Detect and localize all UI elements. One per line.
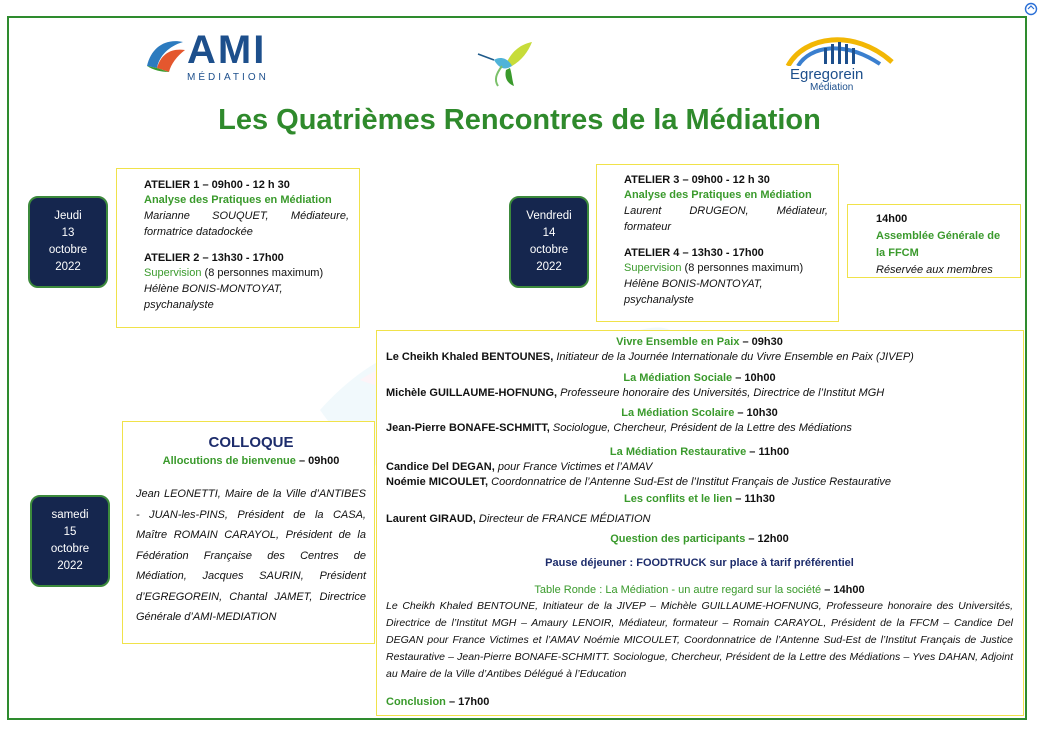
- ami-logo-icon: [143, 34, 189, 76]
- ag-title-line2: la FFCM: [876, 247, 919, 259]
- conclusion-title: Conclusion: [386, 696, 446, 708]
- ag-time: 14h00: [876, 213, 908, 225]
- section-title: Vivre Ensemble en Paix: [616, 336, 740, 348]
- ag-title-line1: Assemblée Générale de: [876, 230, 1001, 242]
- conclusion-time: – 17h00: [445, 696, 490, 708]
- program-speaker-3: [386, 421, 1013, 436]
- atelier-2-topic: Supervision: [144, 267, 202, 279]
- section-time: – 11h00: [746, 446, 790, 458]
- roundtable-time: – 14h00: [821, 584, 865, 596]
- day-badge-thursday: [28, 196, 108, 288]
- roundtable-speakers: Le Cheikh Khaled BENTOUNE, Initiateur de la JIVEP – Michèle GUILLAUME-HOFNUNG, Professeure honoraire des Universités, Directrice de l’Institut MGH – Amaury LENOIR, Médiateur, formateur – Romain CARAYOL, Président de la FFCM – Candice Del DEGAN pour France Victimes et l’AMAV Noémie MICOULET, Coordonnatrice de l’Antenne Sud-Est de l’Institut Français de Justice Restaurative – Jean-Pierre BONAFE-SCHMITT. Sociologue, Chercheur, Président de la Lettre des Médiations – Yves DAHAN, Adjoint au Maire de la Ville d’Antibes Délégué à l’Education: [386, 600, 1013, 680]
- section-time: – 11h30: [732, 493, 776, 505]
- colloque-speakers: Jean LEONETTI, Maire de la Ville d’ANTIBES - JUAN-les-PINS, Président de la CASA, Maître ROMAIN CARAYOL, Président de la Fédération Française des Centres de Médiation, Jacques SAURIN, Président d’EGREGOREIN, Chantal JAMET, Directrice Générale d’AMI-MEDIATION: [136, 488, 366, 623]
- section-title: La Médiation Scolaire: [621, 407, 735, 419]
- day-label: samedi: [51, 509, 89, 521]
- speaker-name: Le Cheikh Khaled BENTOUNES,: [386, 351, 554, 363]
- atelier-4-note: (8 personnes maximum): [681, 262, 804, 274]
- speaker-role: Initiateur de la Journée Internationale du Vivre Ensemble en Paix (JIVEP): [553, 351, 914, 363]
- ami-logo-subtext: MÉDIATION: [187, 72, 269, 83]
- egregorein-logo-text: Egregorein: [790, 66, 864, 83]
- ag-note: Réservée aux membres: [876, 264, 993, 276]
- day-number: 14: [542, 227, 556, 239]
- section-title: Les conflits et le lien: [623, 493, 733, 505]
- day-year: 2022: [55, 261, 81, 273]
- program-section-3: [386, 406, 1013, 421]
- day-label: Vendredi: [526, 210, 572, 222]
- day-label: Jeudi: [54, 210, 82, 222]
- atelier-3-heading: ATELIER 3 – 09h00 - 12 h 30: [624, 174, 770, 186]
- colloque-welcome: Allocutions de bienvenue: [162, 455, 296, 467]
- egregorein-arch-icon: [784, 32, 896, 66]
- expand-icon[interactable]: [1024, 2, 1038, 16]
- day-badge-saturday: [30, 495, 110, 587]
- assemblee-generale-box: [847, 204, 1021, 278]
- atelier-2-speaker: Hélène BONIS-MONTOYAT, psychanalyste: [144, 283, 283, 311]
- program-speaker-2: [386, 386, 1013, 401]
- colloque-heading: COLLOQUE: [208, 434, 294, 451]
- atelier-4-topic: Supervision: [624, 262, 682, 274]
- program-box: [376, 330, 1024, 716]
- program-speaker-5: [386, 512, 1013, 527]
- section-time: – 10h00: [732, 372, 776, 384]
- speaker-role: pour France Victimes et l’AMAV: [494, 461, 653, 473]
- egregorein-logo-subtext: Médiation: [810, 82, 854, 93]
- hummingbird-logo-icon: [476, 40, 536, 88]
- program-section-5: [386, 492, 1013, 507]
- day-number: 13: [61, 227, 75, 239]
- section-title: La Médiation Restaurative: [609, 446, 747, 458]
- ami-logo-text: AMI: [187, 28, 267, 72]
- speaker-name: Candice Del DEGAN,: [386, 461, 495, 473]
- day-year: 2022: [536, 261, 562, 273]
- speaker-role: Directeur de FRANCE MÉDIATION: [475, 513, 651, 525]
- program-lunch: Pause déjeuner : FOODTRUCK sur place à tarif préférentiel: [545, 557, 854, 569]
- page-title: Les Quatrièmes Rencontres de la Médiation: [218, 104, 821, 136]
- program-section-4: [386, 445, 1013, 460]
- atelier-2-note: (8 personnes maximum): [201, 267, 324, 279]
- program-section-1: [386, 335, 1013, 350]
- speaker-role: Professeure honoraire des Universités, Directrice de l’Institut MGH: [557, 387, 885, 399]
- program-section-2: [386, 371, 1013, 386]
- ateliers-thursday-box: [116, 168, 360, 328]
- questions-title: Question des participants: [610, 533, 746, 545]
- day-month: octobre: [48, 244, 88, 256]
- program-speaker-1: [386, 350, 1013, 365]
- colloque-box: [122, 421, 375, 644]
- program-speaker-4a: [386, 460, 1013, 475]
- atelier-1-speaker: Marianne SOUQUET, Médiateure, formatrice datadockée: [144, 210, 349, 238]
- ateliers-friday-box: [596, 164, 839, 322]
- atelier-3-topic: Analyse des Pratiques en Médiation: [624, 189, 812, 201]
- program-speaker-4b: [386, 475, 1013, 490]
- day-badge-friday: [509, 196, 589, 288]
- atelier-1-heading: ATELIER 1 – 09h00 - 12 h 30: [144, 179, 290, 191]
- day-year: 2022: [57, 560, 83, 572]
- egregorein-logo: [782, 32, 898, 94]
- program-questions: [386, 532, 1013, 547]
- speaker-name: Laurent GIRAUD,: [386, 513, 476, 525]
- day-month: octobre: [529, 244, 569, 256]
- speaker-role: Coordonnatrice de l’Antenne Sud-Est de l’Institut Français de Justice Restaurative: [488, 476, 892, 488]
- speaker-name: Jean-Pierre BONAFE-SCHMITT,: [386, 422, 550, 434]
- day-month: octobre: [50, 543, 90, 555]
- atelier-4-heading: ATELIER 4 – 13h30 - 17h00: [624, 247, 764, 259]
- atelier-4-topic-line: [624, 261, 828, 276]
- ami-mediation-logo: [143, 28, 278, 84]
- colloque-welcome-line: [136, 452, 366, 470]
- section-time: – 09h30: [739, 336, 783, 348]
- program-conclusion: [386, 695, 1013, 710]
- atelier-4-speaker: Hélène BONIS-MONTOYAT, psychanalyste: [624, 278, 763, 306]
- atelier-2-topic-line: [144, 266, 349, 281]
- section-title: La Médiation Sociale: [623, 372, 733, 384]
- section-time: – 10h30: [734, 407, 778, 419]
- day-number: 15: [63, 526, 77, 538]
- questions-time: – 12h00: [745, 533, 789, 545]
- speaker-name: Noémie MICOULET,: [386, 476, 489, 488]
- atelier-2-heading: ATELIER 2 – 13h30 - 17h00: [144, 252, 284, 264]
- atelier-1-topic: Analyse des Pratiques en Médiation: [144, 194, 332, 206]
- roundtable-title: Table Ronde : La Médiation - un autre regard sur la société: [534, 584, 822, 596]
- speaker-role: Sociologue, Chercheur, Président de la Lettre des Médiations: [549, 422, 852, 434]
- speaker-name: Michèle GUILLAUME-HOFNUNG,: [386, 387, 558, 399]
- colloque-welcome-time: – 09h00: [295, 455, 340, 467]
- program-roundtable: [386, 583, 1013, 598]
- atelier-3-speaker: Laurent DRUGEON, Médiateur, formateur: [624, 205, 828, 233]
